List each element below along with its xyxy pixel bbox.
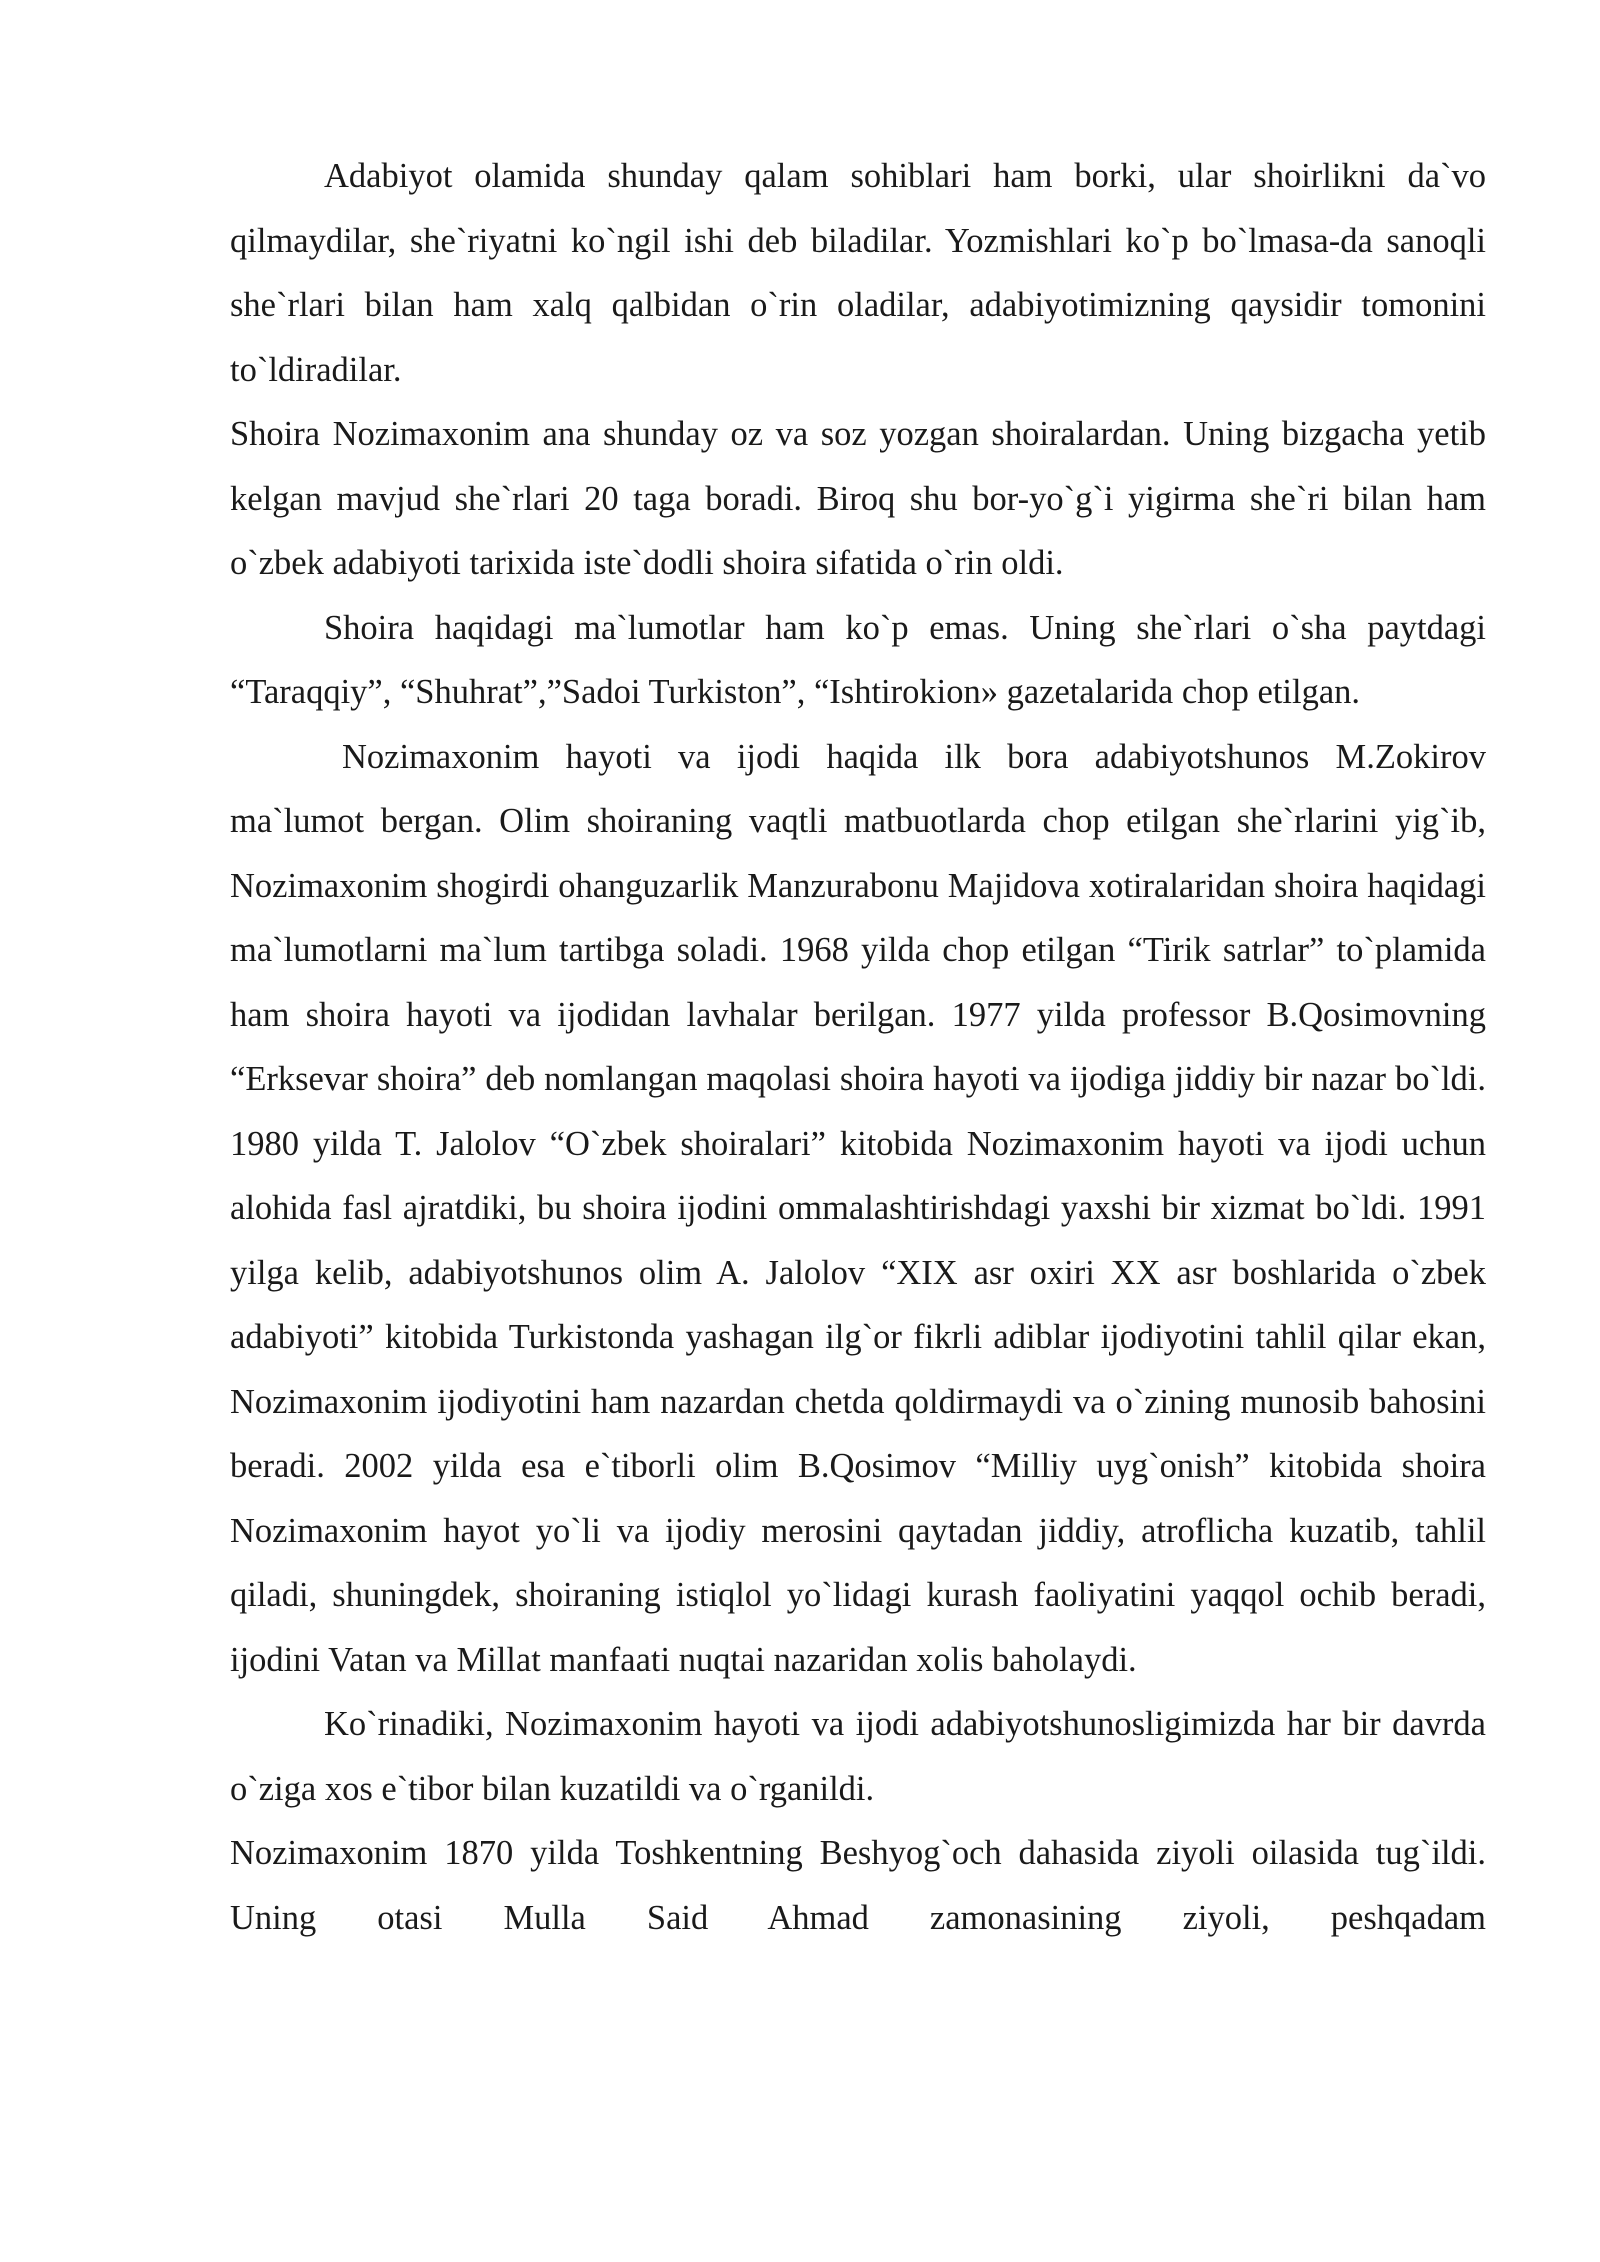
paragraph-biography-start: Nozimaxonim 1870 yilda Toshkentning Beshyog`och dahasida ziyoli oilasida tug`ildi. Uning otasi Mulla Said Ahmad zamonasining ziyoli, peshqadam [230, 1834, 1486, 1937]
paragraph-intro: Adabiyot olamida shunday qalam sohiblari ham borki, ular shoirlikni da`vo qilmaydilar, she`riyatni ko`ngil ishi deb biladilar. Yozmishlari ko`p bo`lmasa-da sanoqli she`rlari bilan ham xalq qalbidan o`rin oladilar, adabiyotimizning qaysidir tomonini to`ldiradilar. [230, 157, 1486, 389]
paragraph-research-history: Nozimaxonim hayoti va ijodi haqida ilk bora adabiyotshunos M.Zokirov ma`lumot bergan. Olim shoiraning vaqtli matbuotlarda chop etilgan she`rlarini yig`ib, Nozimaxonim shogirdi ohanguzarlik Manzurabonu Majidova xotiralaridan shoira haqidagi ma`lumotlarni ma`lum tartibga soladi. 1968 yilda chop etilgan “Tirik satrlar” to`plamida ham shoira hayoti va ijodidan lavhalar berilgan. 1977 yilda professor B.Qosimovning “Erksevar shoira” deb nomlangan maqolasi shoira hayoti va ijodiga jiddiy bir nazar bo`ldi. 1980 yilda T. Jalolov “O`zbek shoiralari” kitobida Nozimaxonim hayoti va ijodi uchun alohida fasl ajratdiki, bu shoira ijodini ommalashtirishdagi yaxshi bir xizmat bo`ldi. 1991 yilga kelib, adabiyotshunos olim A. Jalolov “XIX asr oxiri XX asr boshlarida o`zbek adabiyoti” kitobida Turkistonda yashagan ilg`or fikrli adiblar ijodiyotini tahlil qilar ekan, Nozimaxonim ijodiyotini ham nazardan chetda qoldirmaydi va o`zining munosib bahosini beradi. 2002 yilda esa e`tiborli olim B.Qosimov “Milliy uyg`onish” kitobida shoira Nozimaxonim hayot yo`li va ijodiy merosini qaytadan jiddiy, atroflicha kuzatib, tahlil qiladi, shuningdek, shoiraning istiqlol yo`lidagi kurash faoliyatini yaqqol ochib beradi, ijodini Vatan va Millat manfaati nuqtai nazaridan xolis baholaydi. [230, 737, 1486, 1679]
paragraph-korinadiki: Ko`rinadiki, Nozimaxonim hayoti va ijodi adabiyotshunosligimizda har bir davrda o`ziga xos e`tibor bilan kuzatildi va o`rganildi. [230, 1705, 1486, 1808]
document-body [230, 144, 1486, 1950]
paragraph-shoira-nozimaxonim: Shoira Nozimaxonim ana shunday oz va soz yozgan shoiralardan. Uning bizgacha yetib kelgan mavjud she`rlari 20 taga boradi. Biroq shu bor-yo`g`i yigirma she`ri bilan ham o`zbek adabiyoti tarixida iste`dodli shoira sifatida o`rin oldi. [230, 415, 1486, 582]
paragraph-shoira-haqidagi: Shoira haqidagi ma`lumotlar ham ko`p emas. Uning she`rlari o`sha paytdagi “Taraqqiy”, “Shuhrat”,”Sadoi Turkiston”, “Ishtirokion» gazetalarida chop etilgan. [230, 608, 1486, 711]
